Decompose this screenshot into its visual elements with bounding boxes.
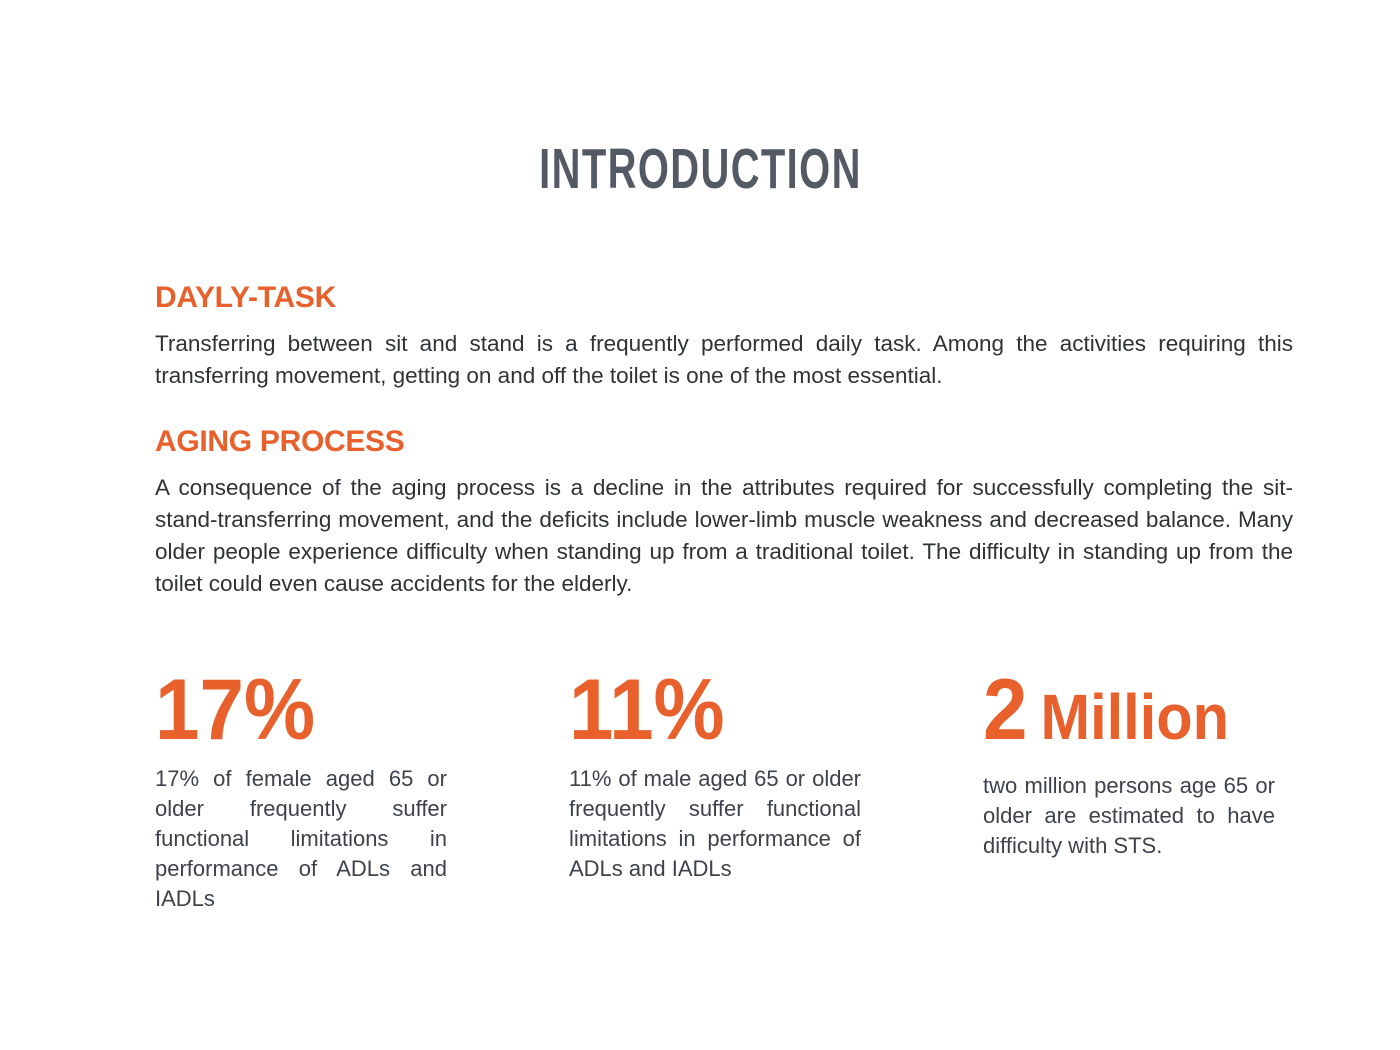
stats-row — [155, 662, 1293, 914]
stat-male-description: 11% of male aged 65 or older frequently suffer functional limitations in performance of ADLs and IADLs — [569, 766, 861, 881]
section-dayly-task — [155, 280, 1293, 392]
stat-two-million-value — [983, 662, 1255, 758]
stat-female-description: 17% of female aged 65 or older frequently suffer functional limitations in performance of ADLs and IADLs — [155, 766, 447, 911]
stat-male-value — [569, 662, 841, 758]
section-dayly-task-heading: DAYLY-TASK — [155, 281, 336, 314]
stat-male-11-percent — [569, 662, 861, 914]
page-title — [0, 136, 1400, 202]
stat-two-million — [983, 662, 1275, 914]
stat-male-number: 11% — [569, 662, 725, 758]
stat-female-17-percent — [155, 662, 447, 914]
main-content — [155, 280, 1293, 914]
section-aging-process — [155, 424, 1293, 600]
stat-two-million-description: two million persons age 65 or older are estimated to have difficulty with STS. — [983, 773, 1275, 858]
section-aging-process-heading: AGING PROCESS — [155, 425, 405, 458]
stat-female-value — [155, 662, 427, 758]
page-title-text: INTRODUCTION — [538, 137, 862, 201]
stat-two-million-number: 2 — [983, 662, 1028, 758]
stat-female-number: 17% — [155, 662, 316, 758]
section-aging-process-body: A consequence of the aging process is a decline in the attributes required for successfully completing the sit-stand-transferring movement, and the deficits include lower-limb muscle weakness and decreased balance. Many older people experience difficulty when standing up from a traditional toilet. The difficulty in standing up from the toilet could even cause accidents for the elderly. — [155, 475, 1293, 596]
section-dayly-task-body: Transferring between sit and stand is a frequently performed daily task. Among the activities requiring this transferring movement, getting on and off the toilet is one of the most essential. — [155, 331, 1293, 388]
stat-two-million-suffix: Million — [1040, 681, 1229, 753]
